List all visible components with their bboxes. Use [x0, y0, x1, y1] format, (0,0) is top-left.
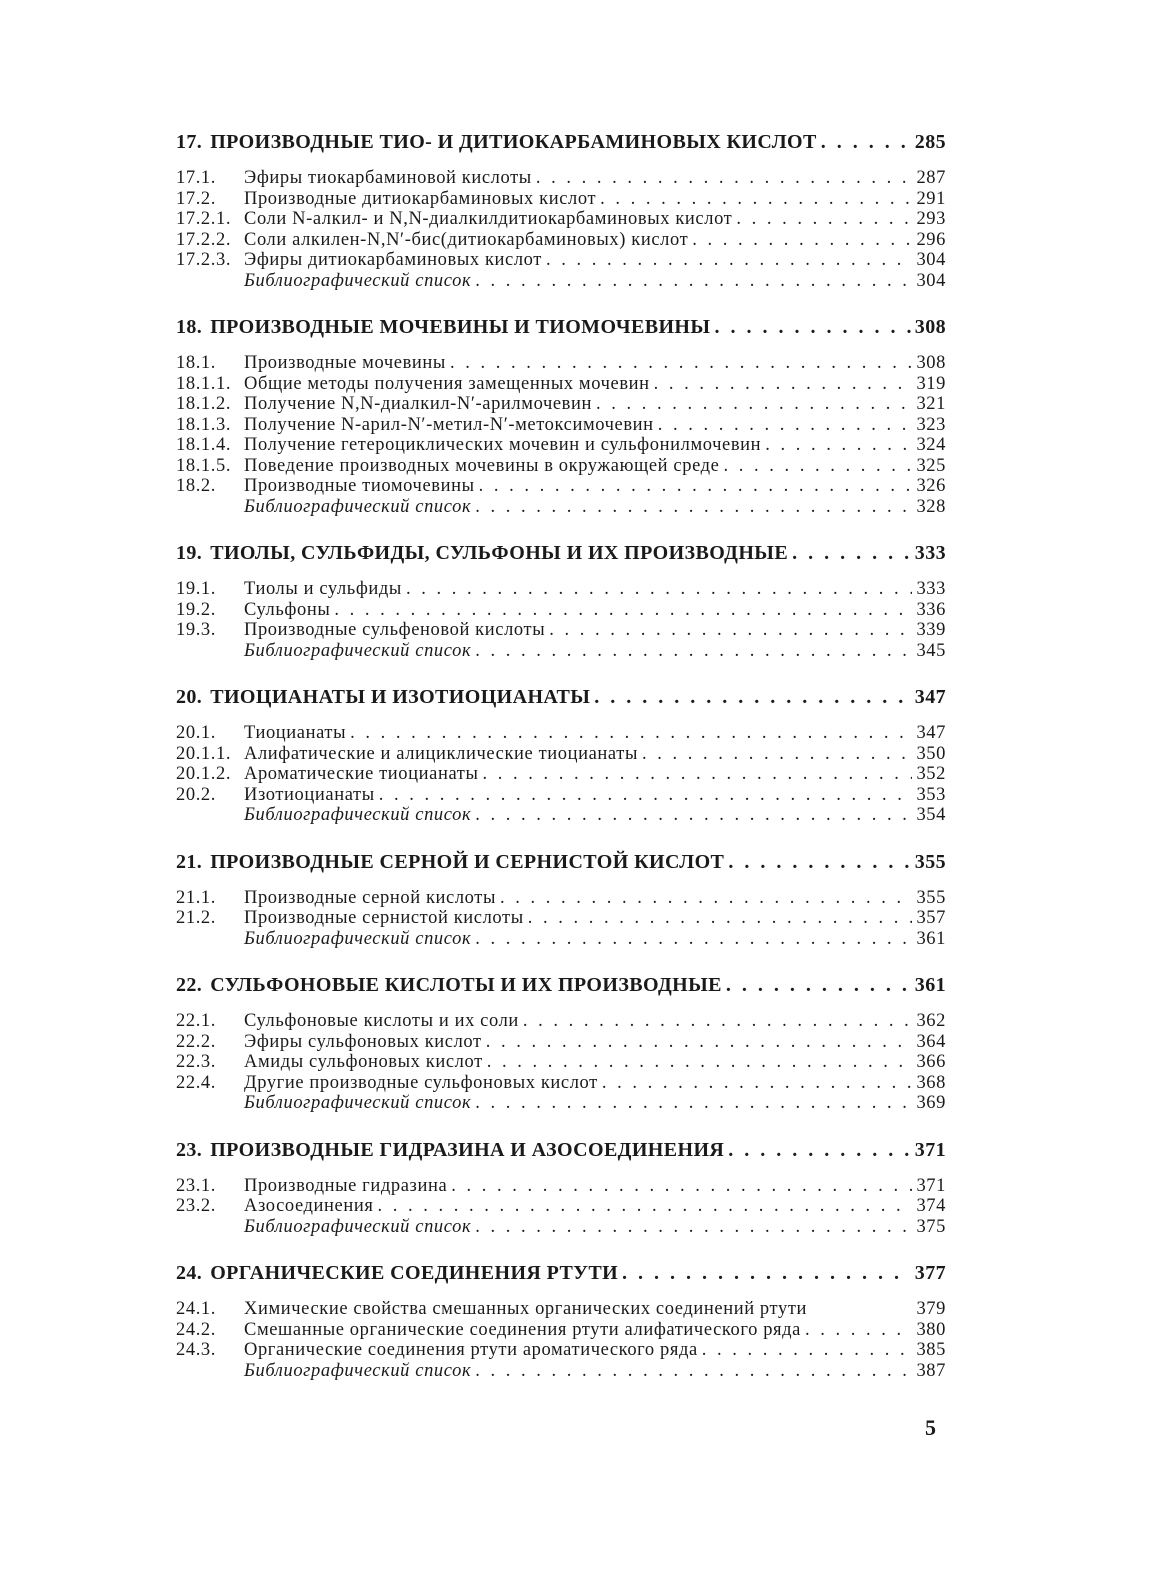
section-number: 18.2.	[176, 476, 216, 496]
section-title: Общие методы получения замещенных мочевин	[244, 373, 650, 394]
toc-body	[176, 130, 946, 1381]
toc-entry	[176, 1073, 946, 1094]
chapter-number: 17.	[176, 131, 203, 153]
chapter-page: 355	[914, 850, 946, 873]
entry-page: 324	[916, 435, 946, 455]
dot-leader	[451, 1176, 912, 1197]
toc-entry	[176, 435, 946, 456]
toc-entry	[176, 1093, 946, 1114]
dot-leader	[500, 888, 912, 909]
section-title: Производные мочевины	[244, 353, 446, 373]
section-number: 20.1.2.	[176, 764, 232, 784]
section-title: Эфиры тиокарбаминовой кислоты	[244, 168, 532, 188]
section-title: Производные тиомочевины	[244, 476, 475, 496]
section-title: Эфиры сульфоновых кислот	[244, 1031, 482, 1052]
toc-entry	[176, 353, 946, 374]
section-number: 22.2.	[176, 1031, 216, 1052]
dot-leader	[549, 620, 912, 641]
entry-page: 385	[916, 1340, 946, 1360]
section-number: 17.2.	[176, 188, 216, 209]
toc-entry	[176, 600, 946, 621]
chapter-page: 371	[914, 1138, 946, 1161]
chapter-heading	[176, 850, 946, 874]
section-title: Соли алкилен-N,N′-бис(дитиокарбаминовых) кислот	[244, 229, 689, 250]
dot-leader	[805, 1320, 912, 1341]
section-number: 19.3.	[176, 620, 216, 640]
entry-page: 291	[916, 188, 946, 209]
entry-page: 328	[916, 496, 946, 517]
toc-entry	[176, 1320, 946, 1341]
chapter-heading	[176, 1261, 946, 1285]
section-number: 22.4.	[176, 1072, 216, 1093]
section-title: Изотиоцианаты	[244, 784, 375, 805]
dot-leader	[475, 1093, 912, 1114]
bibliography-label: Библиографический список	[244, 1216, 472, 1237]
toc-entry	[176, 805, 946, 826]
chapter-heading	[176, 1138, 946, 1162]
chapter-title: ОРГАНИЧЕСКИЕ СОЕДИНЕНИЯ РТУТИ	[210, 1262, 619, 1284]
entry-page: 345	[916, 640, 946, 661]
section-title: Сульфоновые кислоты и их соли	[244, 1011, 519, 1031]
section-number: 20.2.	[176, 784, 216, 805]
chapter-page: 361	[914, 974, 946, 996]
dot-leader	[723, 456, 912, 477]
section-title: Эфиры дитиокарбаминовых кислот	[244, 250, 542, 270]
section-number: 19.2.	[176, 599, 216, 620]
bibliography-label: Библиографический список	[244, 270, 472, 291]
chapter-number: 21.	[176, 850, 203, 873]
entry-page: 304	[916, 270, 946, 291]
section-title: Алифатические и алициклические тиоцианаты	[244, 743, 638, 764]
dot-leader	[821, 130, 911, 154]
chapter-section	[176, 541, 946, 661]
entry-page: 336	[916, 599, 946, 620]
section-title: Сульфоны	[244, 599, 331, 620]
section-title: Производные дитиокарбаминовых кислот	[244, 188, 597, 209]
section-number: 18.1.4.	[176, 435, 232, 455]
dot-leader	[594, 685, 911, 709]
section-number: 17.2.1.	[176, 209, 232, 229]
dot-leader	[406, 579, 912, 600]
chapter-title: ТИОЦИАНАТЫ И ИЗОТИОЦИАНАТЫ	[210, 686, 591, 708]
dot-leader	[450, 353, 913, 374]
chapter-page: 285	[914, 131, 946, 153]
dot-leader	[658, 415, 913, 436]
toc-entry	[176, 476, 946, 497]
dot-leader	[536, 168, 913, 189]
dot-leader	[528, 908, 913, 929]
dot-leader	[702, 1340, 913, 1361]
toc-entry	[176, 929, 946, 950]
section-title: Смешанные органические соединения ртути алифатического ряда	[244, 1319, 801, 1340]
chapter-page: 377	[914, 1262, 946, 1284]
section-number: 24.1.	[176, 1299, 216, 1319]
dot-leader	[792, 541, 911, 565]
entry-page: 323	[916, 414, 946, 435]
toc-entry	[176, 415, 946, 436]
table-of-contents	[176, 130, 946, 1381]
dot-leader	[475, 1217, 912, 1238]
section-number: 24.3.	[176, 1340, 216, 1360]
chapter-number: 18.	[176, 316, 203, 338]
section-number: 18.1.5.	[176, 455, 232, 476]
section-title: Химические свойства смешанных органических соединений ртути	[244, 1299, 808, 1319]
chapter-section	[176, 1261, 946, 1381]
toc-entry	[176, 744, 946, 765]
toc-entry	[176, 189, 946, 210]
chapter-title: ПРОИЗВОДНЫЕ ГИДРАЗИНА И АЗОСОЕДИНЕНИЯ	[210, 1138, 725, 1161]
toc-entry	[176, 230, 946, 251]
chapter-section	[176, 1138, 946, 1238]
page-number: 5	[925, 1415, 936, 1440]
entry-page: 380	[916, 1319, 946, 1340]
entry-page: 350	[916, 743, 946, 764]
section-title: Азосоединения	[244, 1196, 374, 1216]
entry-page: 293	[916, 209, 946, 229]
section-number: 22.3.	[176, 1052, 216, 1072]
entry-page: 355	[916, 887, 946, 908]
section-title: Органические соединения ртути ароматического ряда	[244, 1340, 698, 1360]
bibliography-label: Библиографический список	[244, 640, 472, 661]
entry-page: 326	[916, 476, 946, 496]
entry-page: 361	[916, 928, 946, 949]
dot-leader	[486, 1032, 913, 1053]
bibliography-label: Библиографический список	[244, 1093, 472, 1113]
dot-leader	[728, 850, 910, 874]
toc-entry	[176, 641, 946, 662]
section-title: Получение N,N-диалкил-N′-арилмочевин	[244, 394, 592, 414]
entry-page: 304	[916, 250, 946, 270]
chapter-section	[176, 850, 946, 950]
dot-leader	[377, 1196, 912, 1217]
section-number: 18.1.2.	[176, 394, 232, 414]
entry-page: 333	[916, 579, 946, 599]
entry-page: 374	[916, 1196, 946, 1216]
entry-page: 321	[916, 394, 946, 414]
entry-page: 366	[916, 1052, 946, 1072]
entry-page: 357	[916, 908, 946, 928]
toc-entry	[176, 1011, 946, 1032]
section-title: Ароматические тиоцианаты	[244, 764, 479, 784]
section-number: 17.1.	[176, 168, 216, 188]
entry-page: 375	[916, 1216, 946, 1237]
toc-entry	[176, 497, 946, 518]
section-title: Соли N-алкил- и N,N-диалкилдитиокарбаминовых кислот	[244, 209, 733, 229]
toc-entry	[176, 908, 946, 929]
toc-entry	[176, 456, 946, 477]
dot-leader	[736, 209, 912, 230]
dot-leader	[600, 189, 912, 210]
entry-page: 325	[916, 455, 946, 476]
dot-leader	[714, 315, 910, 339]
entry-page: 362	[916, 1011, 946, 1031]
toc-entry	[176, 250, 946, 271]
chapter-title: СУЛЬФОНОВЫЕ КИСЛОТЫ И ИХ ПРОИЗВОДНЫЕ	[210, 974, 722, 996]
toc-entry	[176, 620, 946, 641]
chapter-section	[176, 685, 946, 826]
bibliography-label: Библиографический список	[244, 1360, 472, 1381]
section-number: 18.1.	[176, 353, 216, 373]
entry-page: 347	[916, 723, 946, 743]
dot-leader	[523, 1011, 913, 1032]
dot-leader	[350, 723, 912, 744]
bibliography-label: Библиографический список	[244, 928, 472, 949]
dot-leader	[622, 1261, 911, 1285]
dot-leader	[654, 374, 913, 395]
section-title: Поведение производных мочевины в окружающей среде	[244, 455, 720, 476]
entry-page: 379	[916, 1299, 946, 1319]
chapter-number: 24.	[176, 1262, 203, 1284]
chapter-title: ПРОИЗВОДНЫЕ СЕРНОЙ И СЕРНИСТОЙ КИСЛОТ	[210, 850, 725, 873]
section-title: Производные гидразина	[244, 1175, 448, 1196]
section-title: Тиолы и сульфиды	[244, 579, 402, 599]
entry-page: 339	[916, 620, 946, 640]
chapter-title: ПРОИЗВОДНЫЕ ТИО- И ДИТИОКАРБАМИНОВЫХ КИСЛОТ	[210, 131, 817, 153]
chapter-number: 19.	[176, 542, 203, 564]
section-title: Получение N-арил-N′-метил-N′-метоксимочевин	[244, 414, 654, 435]
toc-entry	[176, 394, 946, 415]
dot-leader	[546, 250, 912, 271]
bibliography-label: Библиографический список	[244, 496, 472, 517]
entry-page: 319	[916, 373, 946, 394]
dot-leader	[596, 394, 912, 415]
dot-leader	[602, 1073, 913, 1094]
chapter-title: ПРОИЗВОДНЫЕ МОЧЕВИНЫ И ТИОМОЧЕВИНЫ	[210, 316, 711, 338]
toc-entry	[176, 785, 946, 806]
dot-leader	[487, 1052, 913, 1073]
entry-page: 364	[916, 1031, 946, 1052]
chapter-number: 23.	[176, 1138, 203, 1161]
toc-entry	[176, 1361, 946, 1382]
section-title: Амиды сульфоновых кислот	[244, 1052, 483, 1072]
dot-leader	[475, 929, 912, 950]
toc-entry	[176, 723, 946, 744]
section-number: 18.1.1.	[176, 373, 232, 394]
dot-leader	[475, 1361, 912, 1382]
section-title: Производные сернистой кислоты	[244, 908, 524, 928]
toc-entry	[176, 1052, 946, 1073]
entry-page: 371	[916, 1175, 946, 1196]
dot-leader	[379, 785, 913, 806]
chapter-heading	[176, 685, 946, 709]
toc-entry	[176, 271, 946, 292]
section-number: 23.2.	[176, 1196, 216, 1216]
section-number: 24.2.	[176, 1319, 216, 1340]
dot-leader	[475, 641, 912, 662]
chapter-page: 347	[914, 686, 946, 708]
toc-entry	[176, 1217, 946, 1238]
chapter-number: 20.	[176, 686, 203, 708]
dot-leader	[479, 476, 913, 497]
entry-page: 368	[916, 1072, 946, 1093]
dot-leader	[475, 271, 912, 292]
toc-entry	[176, 1196, 946, 1217]
toc-entry	[176, 1299, 946, 1320]
chapter-number: 22.	[176, 974, 203, 996]
section-number: 20.1.1.	[176, 743, 232, 764]
entry-page: 296	[916, 229, 946, 250]
section-number: 21.2.	[176, 908, 216, 928]
dot-leader	[728, 1138, 911, 1162]
chapter-title: ТИОЛЫ, СУЛЬФИДЫ, СУЛЬФОНЫ И ИХ ПРОИЗВОДНЫЕ	[210, 542, 789, 564]
dot-leader	[726, 973, 911, 997]
toc-entry	[176, 374, 946, 395]
section-title: Производные серной кислоты	[244, 887, 496, 908]
dot-leader	[483, 764, 913, 785]
entry-page: 354	[916, 805, 946, 825]
section-title: Получение гетероциклических мочевин и сульфонилмочевин	[244, 435, 762, 455]
dot-leader	[475, 497, 912, 518]
section-title: Другие производные сульфоновых кислот	[244, 1072, 598, 1093]
chapter-heading	[176, 315, 946, 339]
toc-entry	[176, 1032, 946, 1053]
toc-entry	[176, 888, 946, 909]
chapter-section	[176, 973, 946, 1114]
toc-entry	[176, 1176, 946, 1197]
chapter-heading	[176, 541, 946, 565]
chapter-heading	[176, 973, 946, 997]
dot-leader	[765, 435, 912, 456]
toc-entry	[176, 579, 946, 600]
section-number: 22.1.	[176, 1011, 216, 1031]
bibliography-label: Библиографический список	[244, 805, 472, 825]
section-number: 19.1.	[176, 579, 216, 599]
entry-page: 287	[916, 168, 946, 188]
toc-entry	[176, 209, 946, 230]
entry-page: 353	[916, 784, 946, 805]
toc-entry	[176, 168, 946, 189]
section-title: Тиоцианаты	[244, 723, 347, 743]
chapter-heading	[176, 130, 946, 154]
section-title: Производные сульфеновой кислоты	[244, 620, 546, 640]
section-number: 17.2.2.	[176, 229, 232, 250]
dot-leader	[334, 600, 912, 621]
section-number: 21.1.	[176, 887, 216, 908]
toc-entry	[176, 764, 946, 785]
entry-page: 352	[916, 764, 946, 784]
chapter-section	[176, 315, 946, 517]
chapter-page: 333	[914, 542, 946, 564]
dot-leader	[642, 744, 912, 765]
entry-page: 387	[916, 1360, 946, 1381]
dot-leader	[692, 230, 912, 251]
section-number: 18.1.3.	[176, 414, 232, 435]
entry-page: 308	[916, 353, 946, 373]
entry-page: 369	[916, 1093, 946, 1113]
chapter-section	[176, 130, 946, 291]
section-number: 17.2.3.	[176, 250, 232, 270]
section-number: 20.1.	[176, 723, 216, 743]
toc-entry	[176, 1340, 946, 1361]
chapter-page: 308	[914, 316, 946, 338]
dot-leader	[475, 805, 912, 826]
section-number: 23.1.	[176, 1175, 216, 1196]
